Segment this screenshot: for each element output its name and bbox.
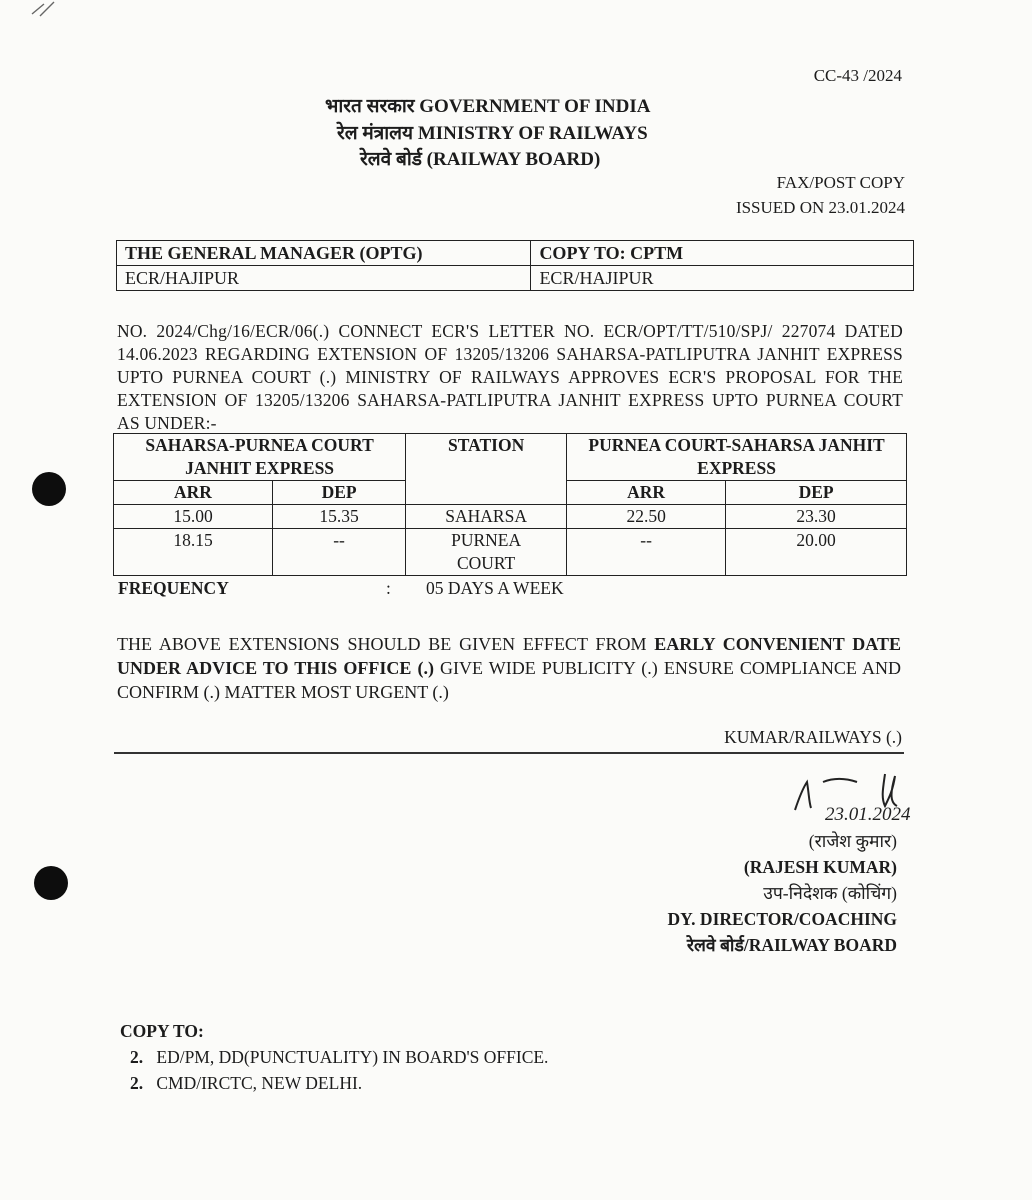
letterhead-line-1: भारत सरकार GOVERNMENT OF INDIA xyxy=(325,96,651,117)
message-body: NO. 2024/Chg/16/ECR/06(.) CONNECT ECR'S LETTER NO. ECR/OPT/TT/510/SPJ/ 227074 DATED 14.06.2023 REGARDING EXTENSION OF 13205/13206 SAHARSA-PATLIPUTRA JANHIT EXPRESS UPTO PURNEA COURT (.) MINISTRY OF RAILWAYS APPROVES ECR'S PROPOSAL FOR THE EXTENSION OF 13205/13206 SAHARSA-PATLIPUTRA JANHIT EXPRESS UPTO PURNEA COURT AS UNDER:- xyxy=(117,321,903,433)
copy-to-heading: COPY TO: xyxy=(120,1021,204,1041)
divider xyxy=(114,752,904,754)
fax-copy-label: FAX/POST COPY xyxy=(776,173,905,192)
signatory-name-hindi: (राजेश कुमार) xyxy=(808,831,897,851)
timetable-dep-header: DEP xyxy=(273,481,406,505)
reference-number: CC-43 /2024 xyxy=(813,66,902,85)
sign-off: KUMAR/RAILWAYS (.) xyxy=(724,727,902,747)
signatory-office: रेलवे बोर्ड/RAILWAY BOARD xyxy=(686,935,897,955)
arr-cell: 18.15 xyxy=(114,529,273,576)
station-cell: PURNEA COURT xyxy=(406,529,567,576)
copy-to-section xyxy=(120,1018,548,1096)
signatory-name: (RAJESH KUMAR) xyxy=(743,857,897,877)
table-row xyxy=(114,529,907,576)
frequency-separator: : xyxy=(386,578,391,598)
dep-cell: -- xyxy=(273,529,406,576)
handwritten-signature xyxy=(785,768,985,830)
dep-cell: 15.35 xyxy=(273,505,406,529)
signature-date: 23.01.2024 xyxy=(825,804,911,825)
corner-pen-mark xyxy=(28,0,58,20)
dep-cell: 23.30 xyxy=(726,505,907,529)
table-row xyxy=(114,505,907,529)
addressee-place: ECR/HAJIPUR xyxy=(117,266,531,291)
letterhead-line-2: रेल मंत्रालय MINISTRY OF RAILWAYS xyxy=(337,123,648,144)
instruction-paragraph: THE ABOVE EXTENSIONS SHOULD BE GIVEN EFFECT FROM EARLY CONVENIENT DATE UNDER ADVICE TO THIS OFFICE (.) GIVE WIDE PUBLICITY (.) ENSURE COMPLIANCE AND CONFIRM (.) MATTER MOST URGENT (.) xyxy=(117,634,902,702)
frequency-line xyxy=(118,578,564,599)
arr-cell: 15.00 xyxy=(114,505,273,529)
copy-to-title: COPY TO: CPTM xyxy=(531,241,914,266)
dispatch-info xyxy=(736,170,905,220)
list-item: 2. ED/PM, DD(PUNCTUALITY) IN BOARD'S OFFICE. xyxy=(130,1047,549,1067)
signatory-designation-hindi: उप-निदेशक (कोचिंग) xyxy=(763,883,897,903)
arr-cell: -- xyxy=(567,529,726,576)
signatory-designation: DY. DIRECTOR/COACHING xyxy=(667,909,897,929)
signature-block xyxy=(668,828,897,958)
emphasis-text: EARLY CONVENIENT DATE UNDER ADVICE TO THIS OFFICE (.) xyxy=(117,634,901,678)
addressee-title: THE GENERAL MANAGER (OPTG) xyxy=(117,241,531,266)
timetable-arr-header: ARR xyxy=(567,481,726,505)
dep-cell: 20.00 xyxy=(726,529,907,576)
punch-hole-bottom xyxy=(34,866,68,900)
frequency-value: 05 DAYS A WEEK xyxy=(426,578,564,598)
arr-cell: 22.50 xyxy=(567,505,726,529)
timetable-header-station: STATION xyxy=(406,434,567,505)
frequency-label: FREQUENCY xyxy=(118,578,229,598)
issued-date: ISSUED ON 23.01.2024 xyxy=(735,198,905,217)
timetable-header-return: PURNEA COURT-SAHARSA JANHIT EXPRESS xyxy=(567,434,907,481)
timetable-header-outbound: SAHARSA-PURNEA COURT JANHIT EXPRESS xyxy=(114,434,406,481)
list-item: 2. CMD/IRCTC, NEW DELHI. xyxy=(130,1073,363,1093)
address-table xyxy=(116,240,914,291)
timetable xyxy=(113,433,907,576)
copy-to-place: ECR/HAJIPUR xyxy=(531,266,914,291)
punch-hole-top xyxy=(32,472,66,506)
station-cell: SAHARSA xyxy=(406,505,567,529)
timetable-dep-header: DEP xyxy=(726,481,907,505)
timetable-arr-header: ARR xyxy=(114,481,273,505)
letterhead-line-3: रेलवे बोर्ड (RAILWAY BOARD) xyxy=(360,149,601,170)
